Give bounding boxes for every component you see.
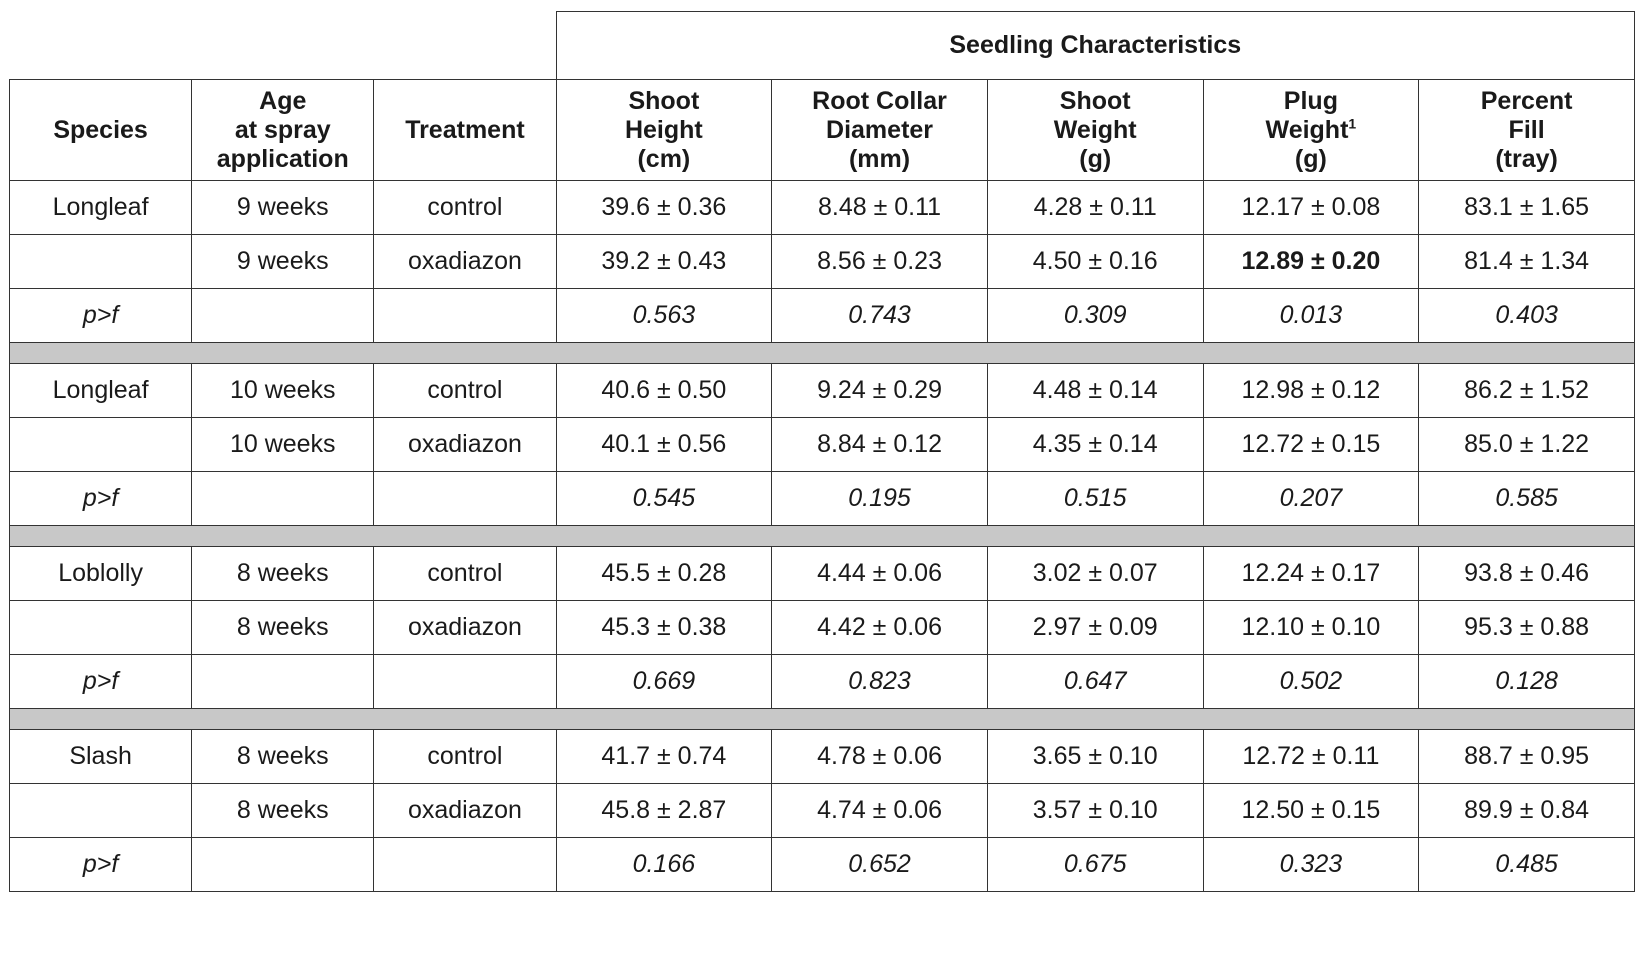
cell-rcd: 4.74 ± 0.06	[772, 784, 988, 838]
cell-percent-fill: 81.4 ± 1.34	[1419, 235, 1635, 289]
cell-plug-weight: 12.10 ± 0.10	[1203, 601, 1419, 655]
seedling-characteristics-table	[9, 11, 1635, 892]
cell-percent-fill: 85.0 ± 1.22	[1419, 418, 1635, 472]
cell-percent-fill: 89.9 ± 0.84	[1419, 784, 1635, 838]
table-row	[10, 547, 1635, 601]
cell-rcd: 8.48 ± 0.11	[772, 181, 988, 235]
cell-pf-shoot-height: 0.545	[556, 472, 772, 526]
cell-pf-rcd: 0.743	[772, 289, 988, 343]
header-spacer	[10, 12, 557, 80]
group-header-seedling-characteristics: Seedling Characteristics	[556, 12, 1634, 80]
group-separator	[10, 343, 1635, 364]
pvalue-row	[10, 472, 1635, 526]
table-row	[10, 418, 1635, 472]
cell-pf-percent-fill: 0.403	[1419, 289, 1635, 343]
group-separator	[10, 709, 1635, 730]
cell-pf-shoot-height: 0.563	[556, 289, 772, 343]
cell-shoot-height: 40.1 ± 0.56	[556, 418, 772, 472]
cell-shoot-weight: 4.35 ± 0.14	[987, 418, 1203, 472]
cell-shoot-height: 39.2 ± 0.43	[556, 235, 772, 289]
cell-shoot-height: 39.6 ± 0.36	[556, 181, 772, 235]
cell-treatment: oxadiazon	[374, 784, 556, 838]
cell-age: 10 weeks	[192, 364, 374, 418]
cell-rcd: 4.44 ± 0.06	[772, 547, 988, 601]
cell-pf-rcd: 0.195	[772, 472, 988, 526]
col-header-root-collar-diameter: Root Collar Diameter (mm)	[772, 80, 988, 181]
cell-pf-plug-weight: 0.323	[1203, 838, 1419, 892]
cell-empty	[192, 289, 374, 343]
cell-shoot-height: 45.3 ± 0.38	[556, 601, 772, 655]
cell-pf-label: p>f	[10, 838, 192, 892]
cell-pf-percent-fill: 0.128	[1419, 655, 1635, 709]
table-row	[10, 235, 1635, 289]
cell-rcd: 8.84 ± 0.12	[772, 418, 988, 472]
cell-empty	[192, 838, 374, 892]
cell-plug-weight: 12.17 ± 0.08	[1203, 181, 1419, 235]
table-row	[10, 364, 1635, 418]
cell-shoot-weight: 4.48 ± 0.14	[987, 364, 1203, 418]
cell-treatment: oxadiazon	[374, 601, 556, 655]
cell-percent-fill: 88.7 ± 0.95	[1419, 730, 1635, 784]
cell-shoot-height: 41.7 ± 0.74	[556, 730, 772, 784]
cell-species	[10, 601, 192, 655]
pvalue-row	[10, 838, 1635, 892]
cell-species	[10, 235, 192, 289]
cell-species: Slash	[10, 730, 192, 784]
cell-plug-weight: 12.72 ± 0.11	[1203, 730, 1419, 784]
cell-rcd: 8.56 ± 0.23	[772, 235, 988, 289]
table-row	[10, 181, 1635, 235]
cell-pf-shoot-height: 0.166	[556, 838, 772, 892]
cell-pf-label: p>f	[10, 655, 192, 709]
cell-pf-shoot-weight: 0.675	[987, 838, 1203, 892]
col-header-shoot-height: Shoot Height (cm)	[556, 80, 772, 181]
cell-shoot-weight: 2.97 ± 0.09	[987, 601, 1203, 655]
cell-treatment: oxadiazon	[374, 235, 556, 289]
cell-percent-fill: 83.1 ± 1.65	[1419, 181, 1635, 235]
cell-percent-fill: 93.8 ± 0.46	[1419, 547, 1635, 601]
cell-shoot-height: 40.6 ± 0.50	[556, 364, 772, 418]
footnote-marker: 1	[1348, 115, 1357, 132]
cell-empty	[374, 655, 556, 709]
table-row	[10, 784, 1635, 838]
col-header-percent-fill: Percent Fill (tray)	[1419, 80, 1635, 181]
cell-shoot-weight: 4.28 ± 0.11	[987, 181, 1203, 235]
cell-pf-plug-weight: 0.207	[1203, 472, 1419, 526]
cell-pf-percent-fill: 0.485	[1419, 838, 1635, 892]
cell-pf-plug-weight: 0.502	[1203, 655, 1419, 709]
table-row	[10, 601, 1635, 655]
pvalue-row	[10, 289, 1635, 343]
cell-plug-weight-significant: 12.89 ± 0.20	[1203, 235, 1419, 289]
group-separator	[10, 526, 1635, 547]
cell-plug-weight: 12.72 ± 0.15	[1203, 418, 1419, 472]
cell-shoot-height: 45.8 ± 2.87	[556, 784, 772, 838]
cell-species: Longleaf	[10, 364, 192, 418]
cell-shoot-weight: 3.65 ± 0.10	[987, 730, 1203, 784]
cell-age: 8 weeks	[192, 730, 374, 784]
cell-age: 9 weeks	[192, 181, 374, 235]
cell-pf-shoot-weight: 0.647	[987, 655, 1203, 709]
cell-pf-shoot-height: 0.669	[556, 655, 772, 709]
cell-pf-shoot-weight: 0.515	[987, 472, 1203, 526]
cell-pf-rcd: 0.823	[772, 655, 988, 709]
cell-age: 10 weeks	[192, 418, 374, 472]
cell-rcd: 4.78 ± 0.06	[772, 730, 988, 784]
cell-species: Longleaf	[10, 181, 192, 235]
col-header-shoot-weight: Shoot Weight (g)	[987, 80, 1203, 181]
cell-pf-rcd: 0.652	[772, 838, 988, 892]
cell-age: 9 weeks	[192, 235, 374, 289]
cell-age: 8 weeks	[192, 601, 374, 655]
cell-shoot-weight: 4.50 ± 0.16	[987, 235, 1203, 289]
col-header-age: Age at spray application	[192, 80, 374, 181]
cell-empty	[374, 838, 556, 892]
cell-plug-weight: 12.50 ± 0.15	[1203, 784, 1419, 838]
cell-treatment: control	[374, 364, 556, 418]
cell-pf-percent-fill: 0.585	[1419, 472, 1635, 526]
cell-shoot-weight: 3.02 ± 0.07	[987, 547, 1203, 601]
cell-treatment: control	[374, 547, 556, 601]
cell-species	[10, 784, 192, 838]
cell-pf-plug-weight: 0.013	[1203, 289, 1419, 343]
cell-treatment: control	[374, 181, 556, 235]
cell-empty	[374, 472, 556, 526]
cell-empty	[192, 655, 374, 709]
cell-empty	[192, 472, 374, 526]
cell-species	[10, 418, 192, 472]
cell-treatment: oxadiazon	[374, 418, 556, 472]
table-row	[10, 730, 1635, 784]
cell-pf-shoot-weight: 0.309	[987, 289, 1203, 343]
cell-plug-weight: 12.24 ± 0.17	[1203, 547, 1419, 601]
cell-empty	[374, 289, 556, 343]
cell-percent-fill: 95.3 ± 0.88	[1419, 601, 1635, 655]
cell-pf-label: p>f	[10, 472, 192, 526]
cell-rcd: 4.42 ± 0.06	[772, 601, 988, 655]
col-header-plug-weight: Plug Weight$^1$ (g)	[1203, 80, 1419, 181]
cell-treatment: control	[374, 730, 556, 784]
cell-shoot-height: 45.5 ± 0.28	[556, 547, 772, 601]
cell-rcd: 9.24 ± 0.29	[772, 364, 988, 418]
cell-percent-fill: 86.2 ± 1.52	[1419, 364, 1635, 418]
cell-species: Loblolly	[10, 547, 192, 601]
cell-age: 8 weeks	[192, 547, 374, 601]
cell-age: 8 weeks	[192, 784, 374, 838]
cell-shoot-weight: 3.57 ± 0.10	[987, 784, 1203, 838]
col-header-species: Species	[10, 80, 192, 181]
cell-pf-label: p>f	[10, 289, 192, 343]
col-header-treatment: Treatment	[374, 80, 556, 181]
pvalue-row	[10, 655, 1635, 709]
cell-plug-weight: 12.98 ± 0.12	[1203, 364, 1419, 418]
